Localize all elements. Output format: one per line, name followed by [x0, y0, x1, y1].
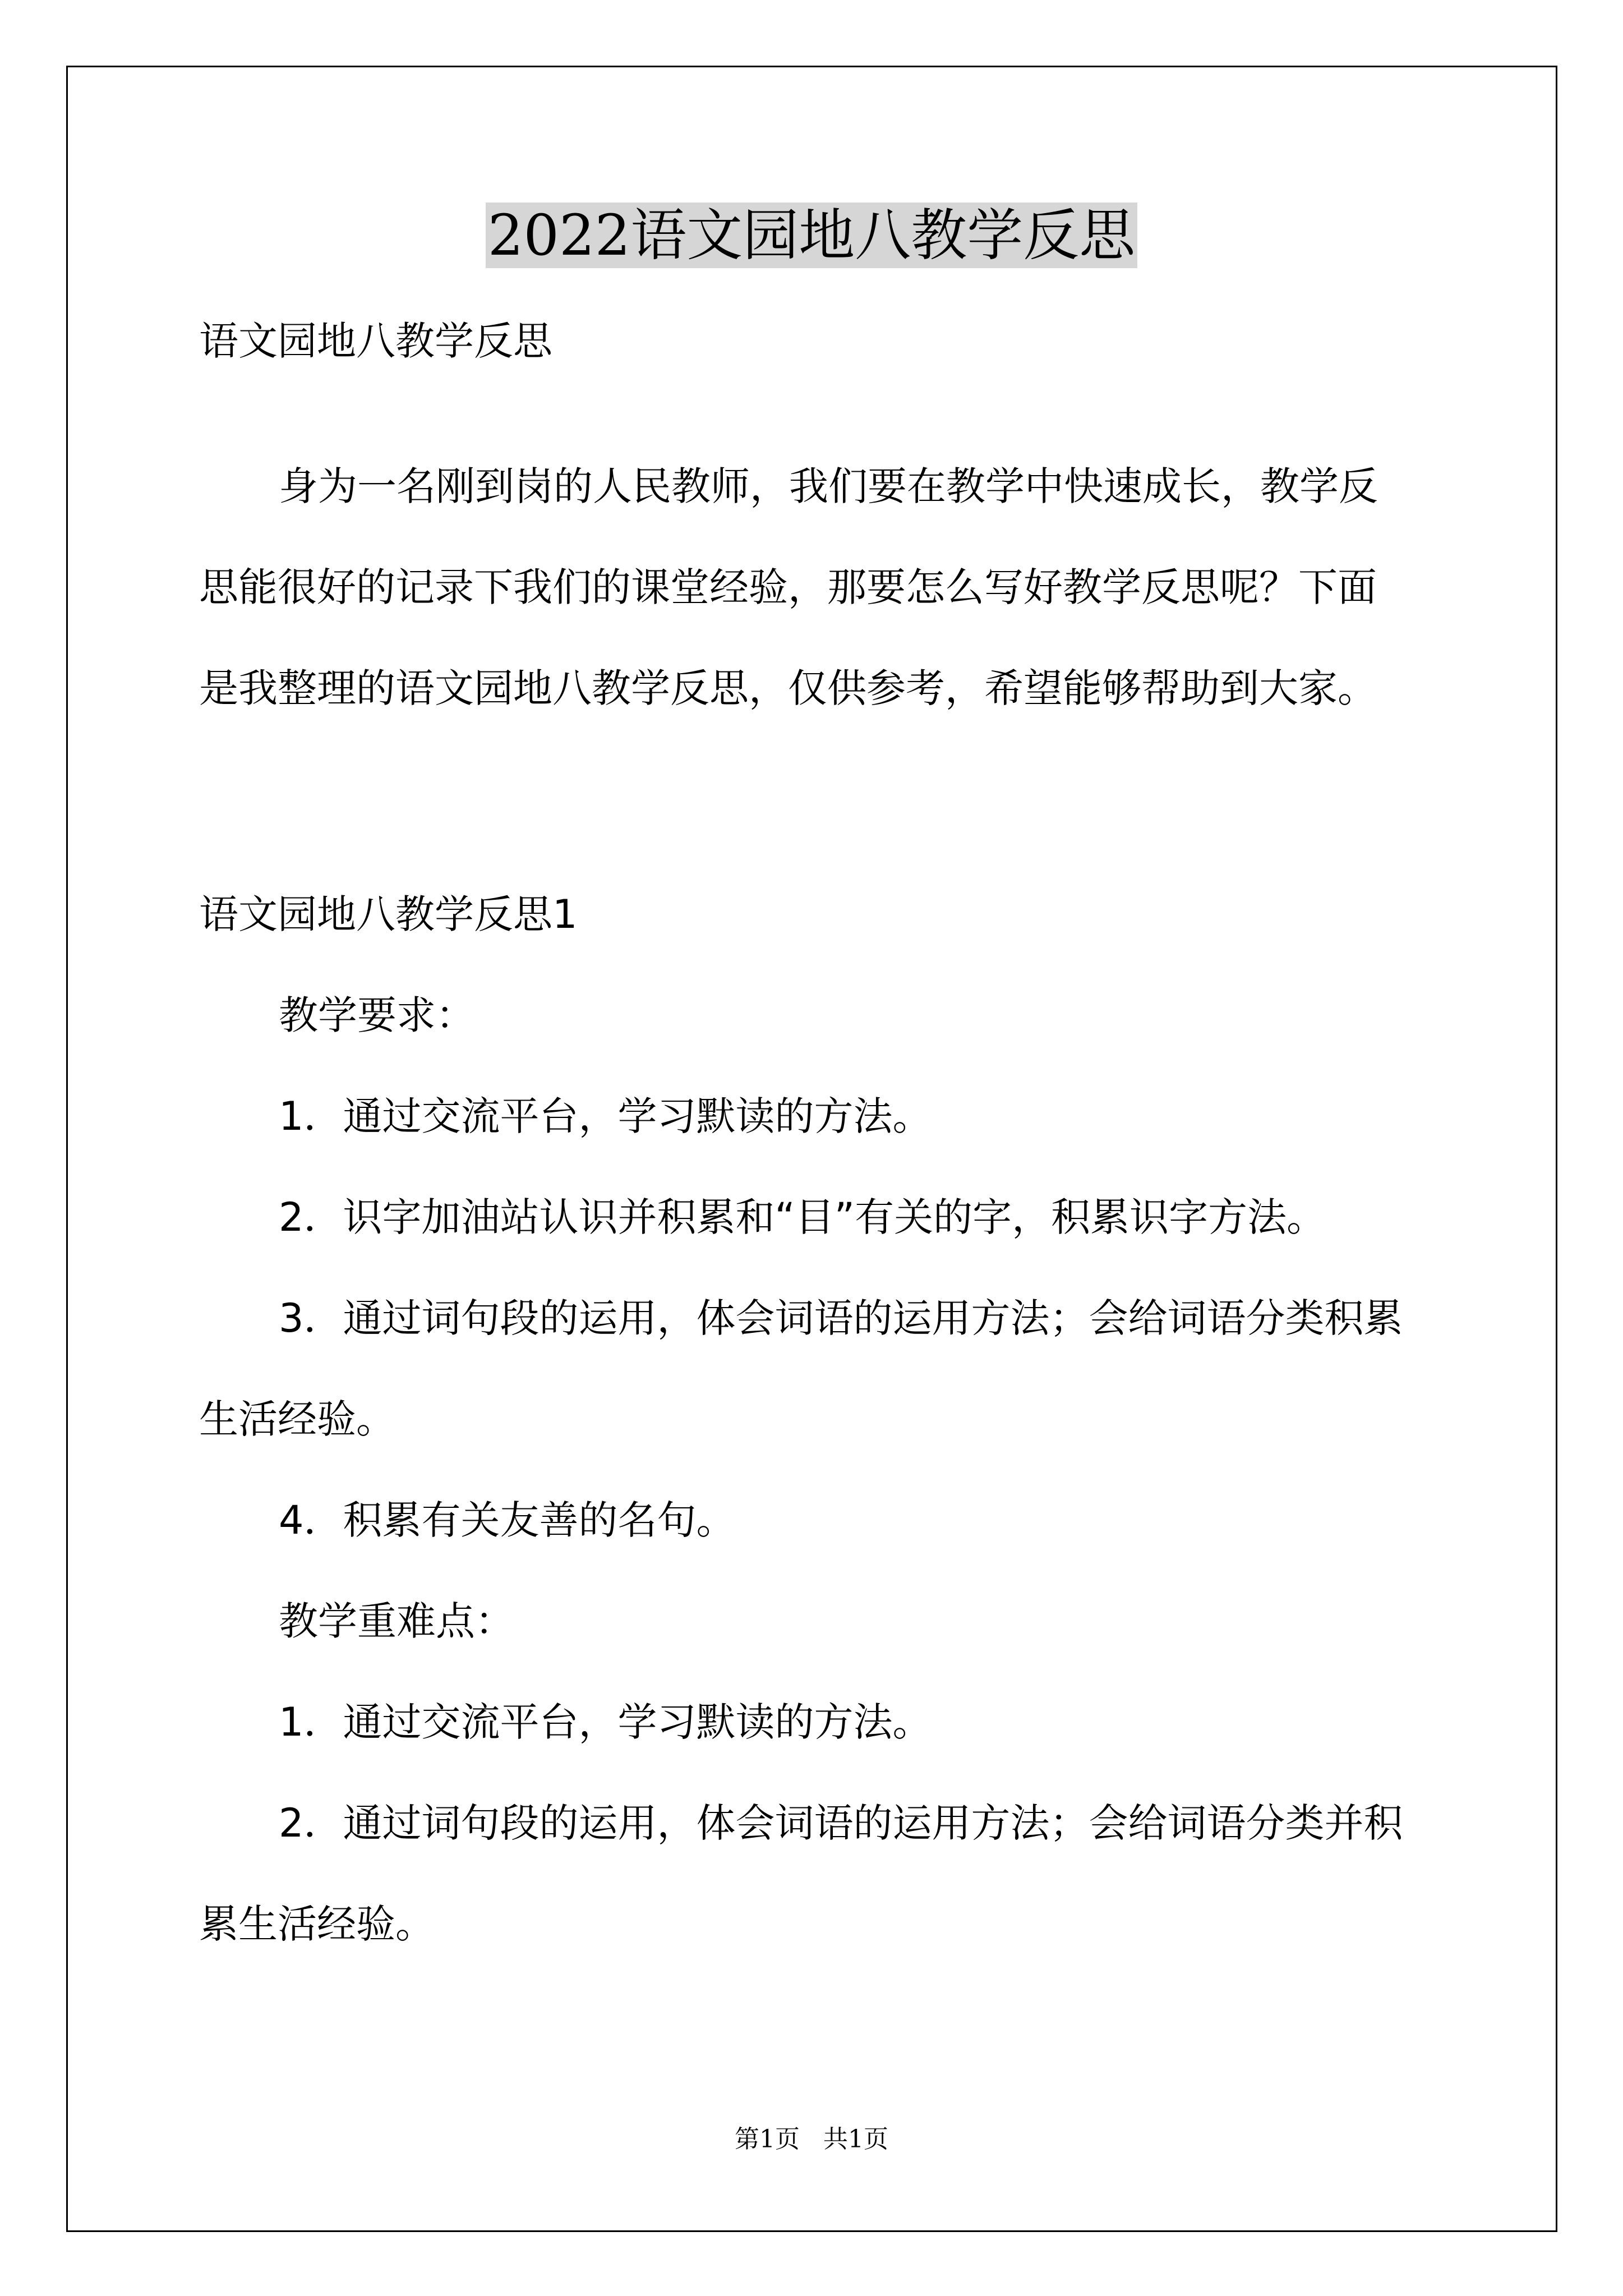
section-heading: 语文园地八教学反思: [199, 318, 552, 364]
paragraph-line: 是我整理的语文园地八教学反思，仅供参考，希望能够帮助到大家。: [199, 665, 1377, 711]
document-title-text: 2022语文园地八教学反思: [486, 203, 1138, 268]
list-item-continuation: 累生活经验。: [199, 1901, 435, 1947]
paragraph-line: 身为一名刚到岗的人民教师，我们要在教学中快速成长，教学反: [279, 463, 1378, 509]
document-title: [0, 196, 1623, 275]
list-item: 1．通过交流平台，学习默读的方法。: [279, 1699, 932, 1745]
page-footer: 第1页 共1页: [735, 2125, 888, 2154]
paragraph-line: 教学要求：: [279, 992, 475, 1038]
list-item: 1．通过交流平台，学习默读的方法。: [279, 1093, 932, 1139]
list-item: 3．通过词句段的运用，体会词语的运用方法；会给词语分类积累: [279, 1295, 1403, 1341]
list-item: 2．识字加油站认识并积累和“目”有关的字，积累识字方法。: [279, 1194, 1326, 1240]
paragraph-line: 思能很好的记录下我们的课堂经验，那要怎么写好教学反思呢？下面: [199, 564, 1377, 610]
section-heading: 语文园地八教学反思1: [199, 891, 578, 937]
list-item: 4．积累有关友善的名句。: [279, 1497, 736, 1543]
list-item: 2．通过词句段的运用，体会词语的运用方法；会给词语分类并积: [279, 1800, 1403, 1846]
paragraph-line: 教学重难点：: [279, 1598, 514, 1644]
list-item-continuation: 生活经验。: [199, 1396, 395, 1442]
